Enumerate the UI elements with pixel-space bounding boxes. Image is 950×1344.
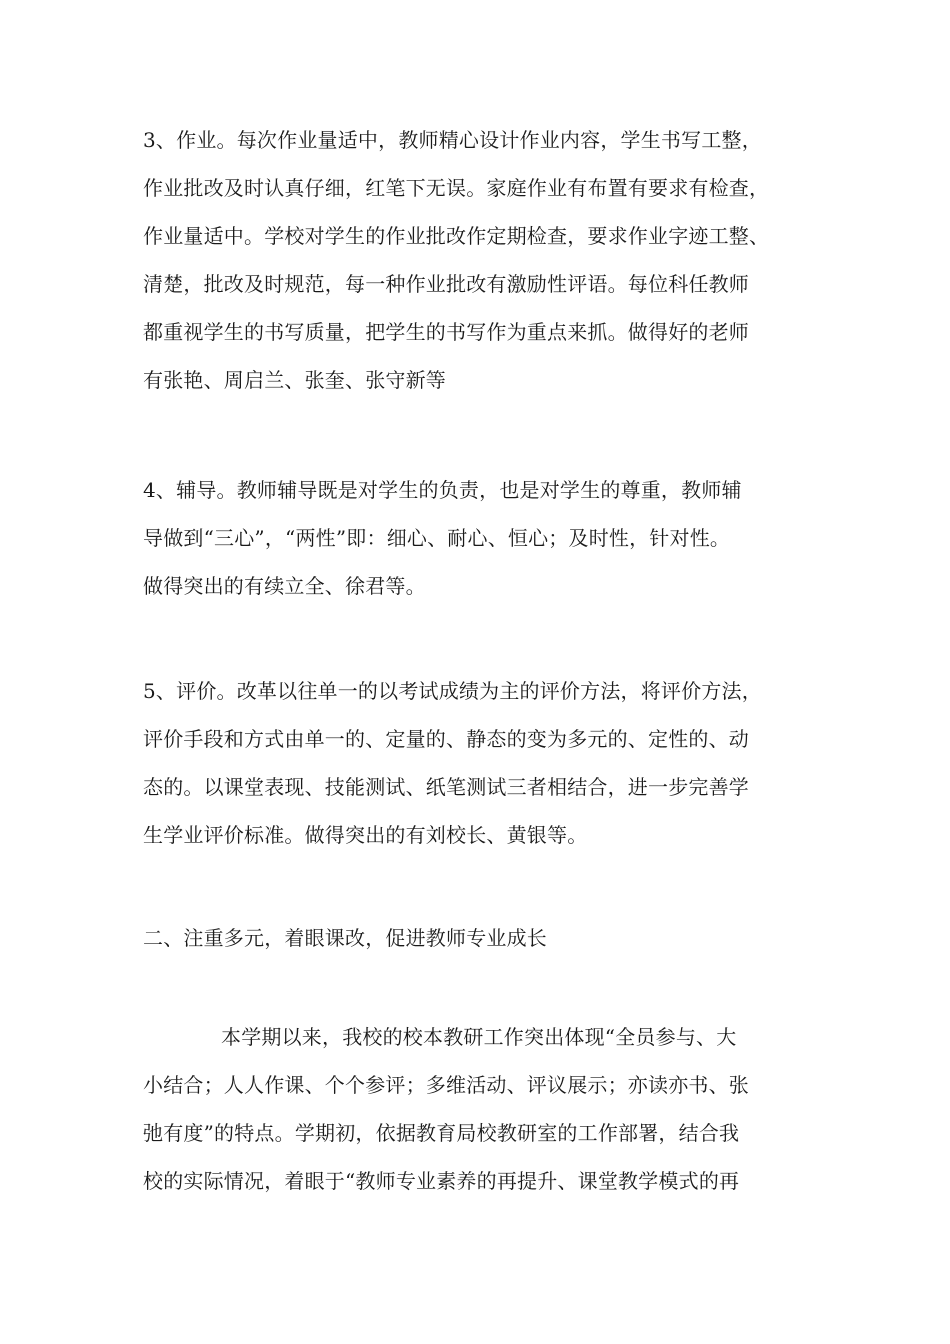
paragraph-evaluation (143, 667, 823, 859)
text-line: 作业批改及时认真仔细，红笔下无误。家庭作业有布置有要求有检查， (143, 176, 770, 200)
text-line: 本学期以来，我校的校本教研工作突出体现“全员参与、大 (221, 1025, 737, 1049)
section-heading (143, 914, 823, 962)
text-line: 弛有度”的特点。学期初，依据教育局校教研室的工作部署，结合我 (143, 1121, 740, 1145)
text-line: 3、作业。每次作业量适中，教师精心设计作业内容，学生书写工整， (143, 128, 762, 152)
paragraph-homework (143, 116, 823, 404)
heading-text: 二、注重多元，着眼课改，促进教师专业成长 (143, 926, 547, 950)
text-line: 导做到“三心”，“两性”即：细心、耐心、恒心；及时性，针对性。 (143, 526, 731, 550)
text-line: 校的实际情况，着眼于“教师专业素养的再提升、课堂教学模式的再 (143, 1169, 740, 1193)
text-line: 评价手段和方式由单一的、定量的、静态的变为多元的、定性的、动 (143, 727, 749, 751)
text-line: 小结合；人人作课、个个参评；多维活动、评议展示；亦读亦书、张 (143, 1073, 749, 1097)
text-line: 作业量适中。学校对学生的作业批改作定期检查，要求作业字迹工整、 (143, 224, 770, 248)
text-line: 5、评价。改革以往单一的以考试成绩为主的评价方法，将评价方法， (143, 679, 762, 703)
text-line: 生学业评价标准。做得突出的有刘校长、黄银等。 (143, 823, 588, 847)
text-line: 都重视学生的书写质量，把学生的书写作为重点来抓。做得好的老师 (143, 320, 749, 344)
paragraph-tutoring (143, 466, 823, 610)
text-line: 有张艳、周启兰、张奎、张守新等 (143, 368, 446, 392)
text-line: 态的。以课堂表现、技能测试、纸笔测试三者相结合，进一步完善学 (143, 775, 749, 799)
paragraph-school-research (143, 1013, 823, 1205)
text-line: 4、辅导。教师辅导既是对学生的负责，也是对学生的尊重，教师辅 (143, 478, 742, 502)
text-line: 清楚，批改及时规范，每一种作业批改有激励性评语。每位科任教师 (143, 272, 749, 296)
text-line: 做得突出的有续立全、徐君等。 (143, 574, 426, 598)
